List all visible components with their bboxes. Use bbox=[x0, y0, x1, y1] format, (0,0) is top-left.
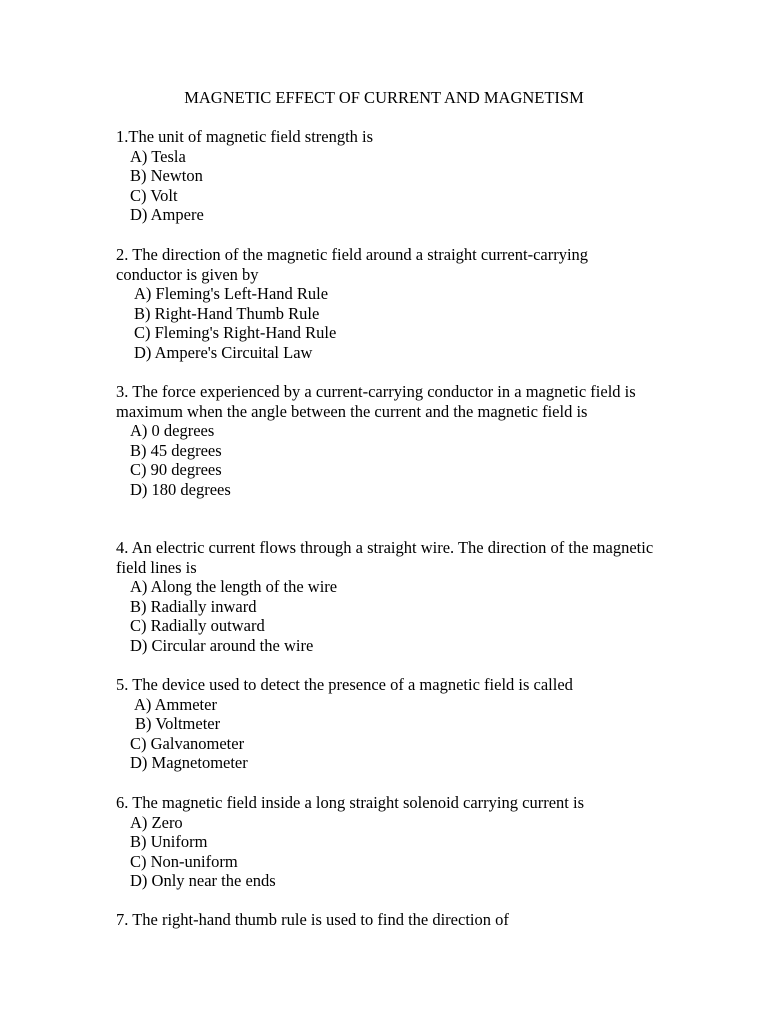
question-2-text: 2. The direction of the magnetic field around a straight current-carrying conductor is given by bbox=[116, 245, 589, 284]
question-1-text: 1.The unit of magnetic field strength is bbox=[116, 127, 374, 146]
question-6 bbox=[116, 793, 656, 891]
question-3-option-b: B) 45 degrees bbox=[130, 440, 222, 460]
question-5-options bbox=[116, 695, 656, 773]
question-6-option-a: A) Zero bbox=[130, 812, 183, 832]
question-4-option-a: A) Along the length of the wire bbox=[130, 577, 338, 597]
question-3-option-a: A) 0 degrees bbox=[130, 421, 215, 441]
question-1-option-d: D) Ampere bbox=[130, 205, 204, 225]
question-1-option-b: B) Newton bbox=[130, 166, 203, 186]
document-title: MAGNETIC EFFECT OF CURRENT AND MAGNETISM bbox=[184, 88, 584, 107]
question-2-options bbox=[116, 284, 656, 362]
question-5-text: 5. The device used to detect the presence of a magnetic field is called bbox=[116, 675, 573, 694]
question-2 bbox=[116, 245, 656, 363]
question-3-options bbox=[116, 421, 656, 499]
question-3 bbox=[116, 382, 656, 500]
question-3-option-d: D) 180 degrees bbox=[130, 479, 231, 499]
question-6-option-d: D) Only near the ends bbox=[130, 871, 276, 891]
question-5 bbox=[116, 675, 656, 773]
question-6-options bbox=[116, 813, 656, 891]
question-2-option-d: D) Ampere's Circuital Law bbox=[134, 342, 313, 362]
question-7-text: 7. The right-hand thumb rule is used to find the direction of bbox=[116, 910, 509, 929]
question-2-option-a: A) Fleming's Left-Hand Rule bbox=[134, 284, 329, 304]
question-7 bbox=[116, 910, 656, 930]
question-6-option-b: B) Uniform bbox=[130, 832, 208, 852]
question-4 bbox=[116, 538, 656, 656]
question-5-option-d: D) Magnetometer bbox=[130, 753, 248, 773]
question-1-options bbox=[116, 147, 656, 225]
question-4-options bbox=[116, 577, 656, 655]
question-4-option-b: B) Radially inward bbox=[130, 596, 257, 616]
question-3-text: 3. The force experienced by a current-carrying conductor in a magnetic field is maximum when the angle between the current and the magnetic field is bbox=[116, 382, 636, 421]
question-2-option-c: C) Fleming's Right-Hand Rule bbox=[134, 323, 337, 343]
question-5-option-a: A) Ammeter bbox=[134, 694, 217, 714]
question-1 bbox=[116, 127, 656, 225]
question-5-option-b: B) Voltmeter bbox=[135, 714, 221, 734]
question-2-option-b: B) Right-Hand Thumb Rule bbox=[134, 303, 320, 323]
question-6-text: 6. The magnetic field inside a long straight solenoid carrying current is bbox=[116, 793, 584, 812]
question-6-option-c: C) Non-uniform bbox=[130, 851, 238, 871]
question-5-option-c: C) Galvanometer bbox=[130, 733, 245, 753]
question-1-option-c: C) Volt bbox=[130, 185, 178, 205]
question-4-option-c: C) Radially outward bbox=[130, 616, 265, 636]
question-4-text: 4. An electric current flows through a straight wire. The direction of the magnetic field lines is bbox=[116, 538, 654, 577]
question-4-option-d: D) Circular around the wire bbox=[130, 635, 314, 655]
question-1-option-a: A) Tesla bbox=[130, 146, 186, 166]
question-3-option-c: C) 90 degrees bbox=[130, 460, 222, 480]
